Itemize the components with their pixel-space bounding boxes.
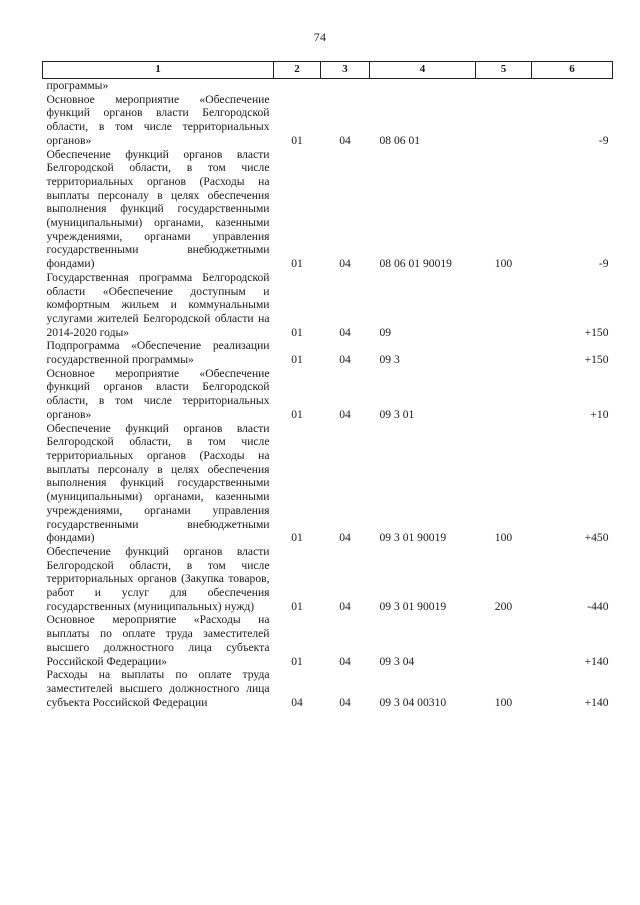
header-col-2: 2 (274, 62, 321, 79)
header-col-3: 3 (321, 62, 370, 79)
row-podrazdel: 04 (339, 599, 351, 613)
row-razdel: 01 (291, 599, 303, 613)
row-target-article: 09 3 04 00310 (379, 695, 447, 709)
row-description: программы» (46, 79, 109, 92)
row-expense-type (476, 79, 532, 93)
row-razdel: 01 (291, 654, 303, 668)
row-podrazdel: 04 (339, 654, 351, 668)
header-col-4: 4 (370, 62, 476, 79)
row-podrazdel (321, 79, 370, 93)
row-target-article: 09 3 01 (379, 407, 415, 421)
row-razdel (274, 79, 321, 93)
table-row (43, 148, 613, 271)
row-description: Основное мероприятие «Обеспечение функций органов власти Белгородской области, в том числе территориальных органов» (46, 92, 270, 147)
row-description: Обеспечение функций органов власти Белгородской области, в том числе территориальных органов (Расходы на выплаты персоналу в целях обеспечения выполнения функций государственными (муниципальными) органами, казенными учреждениями, органами управления государственными внебюджетными фондами) (46, 421, 270, 545)
page-number: 74 (313, 30, 327, 44)
table-row (43, 339, 613, 366)
row-sum: +450 (584, 531, 609, 545)
row-target-article: 09 3 01 90019 (379, 599, 447, 613)
table-row (43, 367, 613, 422)
row-target-article: 09 (379, 325, 392, 339)
table-row (43, 79, 613, 93)
row-sum: +140 (584, 695, 609, 709)
row-description: Основное мероприятие «Расходы на выплаты по оплате труда заместителей высшего должностного лица субъекта Российской Федерации» (46, 613, 270, 668)
row-podrazdel: 04 (339, 695, 351, 709)
header-col-6: 6 (532, 62, 613, 79)
row-razdel: 01 (291, 133, 303, 147)
row-target-article (370, 79, 476, 93)
row-target-article: 08 06 01 90019 (379, 257, 452, 271)
row-razdel: 01 (291, 353, 303, 367)
row-podrazdel: 04 (339, 353, 351, 367)
table-row (43, 422, 613, 545)
row-sum: +150 (584, 353, 609, 367)
row-sum: +140 (584, 654, 609, 668)
row-razdel: 01 (291, 531, 303, 545)
row-expense-type (476, 271, 532, 340)
row-description: Подпрограмма «Обеспечение реализации государственной программы» (46, 339, 270, 367)
row-target-article: 09 3 01 90019 (379, 531, 447, 545)
table-row (43, 613, 613, 668)
table-row (43, 93, 613, 148)
row-podrazdel: 04 (339, 407, 351, 421)
row-description: Обеспечение функций органов власти Белгородской области, в том числе территориальных органов (Расходы на выплаты персоналу в целях обеспечения выполнения функций государственными (муниципальными) органами, казенными учреждениями, органами управления государственными внебюджетными фондами) (46, 147, 270, 271)
row-expense-type (476, 93, 532, 148)
row-description: Государственная программа Белгородской области «Обеспечение доступным и комфортным жильем и коммунальными услугами жителей Белгородской области на 2014-2020 годы» (46, 270, 270, 339)
row-target-article: 08 06 01 (379, 133, 421, 147)
row-expense-type (476, 339, 532, 366)
row-sum: +150 (584, 325, 609, 339)
header-row (43, 62, 613, 79)
row-expense-type: 100 (494, 257, 513, 271)
row-target-article: 09 3 04 (379, 654, 415, 668)
row-expense-type: 200 (494, 599, 513, 613)
row-sum: -9 (598, 257, 609, 271)
budget-table (42, 61, 613, 709)
row-description: Основное мероприятие «Обеспечение функций органов власти Белгородской области, в том числе территориальных органов» (46, 366, 270, 421)
row-podrazdel: 04 (339, 133, 351, 147)
row-sum: +10 (590, 407, 609, 421)
header-col-5: 5 (476, 62, 532, 79)
row-expense-type: 100 (494, 695, 513, 709)
header-col-1: 1 (43, 62, 274, 79)
table-row (43, 271, 613, 340)
row-description: Расходы на выплаты по оплате труда заместителей высшего должностного лица субъекта Российской Федерации (46, 668, 270, 709)
row-razdel: 04 (291, 695, 303, 709)
row-description: Обеспечение функций органов власти Белгородской области, в том числе территориальных органов (Закупка товаров, работ и услуг для обеспечения государственных (муниципальных) нужд) (46, 544, 270, 613)
table-row (43, 668, 613, 709)
row-razdel: 01 (291, 407, 303, 421)
row-podrazdel: 04 (339, 257, 351, 271)
row-sum (532, 79, 613, 93)
row-target-article: 09 3 (379, 353, 400, 367)
row-podrazdel: 04 (339, 325, 351, 339)
row-expense-type: 100 (494, 531, 513, 545)
table-body (43, 79, 613, 710)
row-razdel: 01 (291, 325, 303, 339)
row-sum: -9 (598, 133, 609, 147)
row-razdel: 01 (291, 257, 303, 271)
row-expense-type (476, 613, 532, 668)
row-sum: -440 (587, 599, 609, 613)
table-header (43, 62, 613, 79)
row-podrazdel: 04 (339, 531, 351, 545)
row-expense-type (476, 367, 532, 422)
table-row (43, 545, 613, 614)
